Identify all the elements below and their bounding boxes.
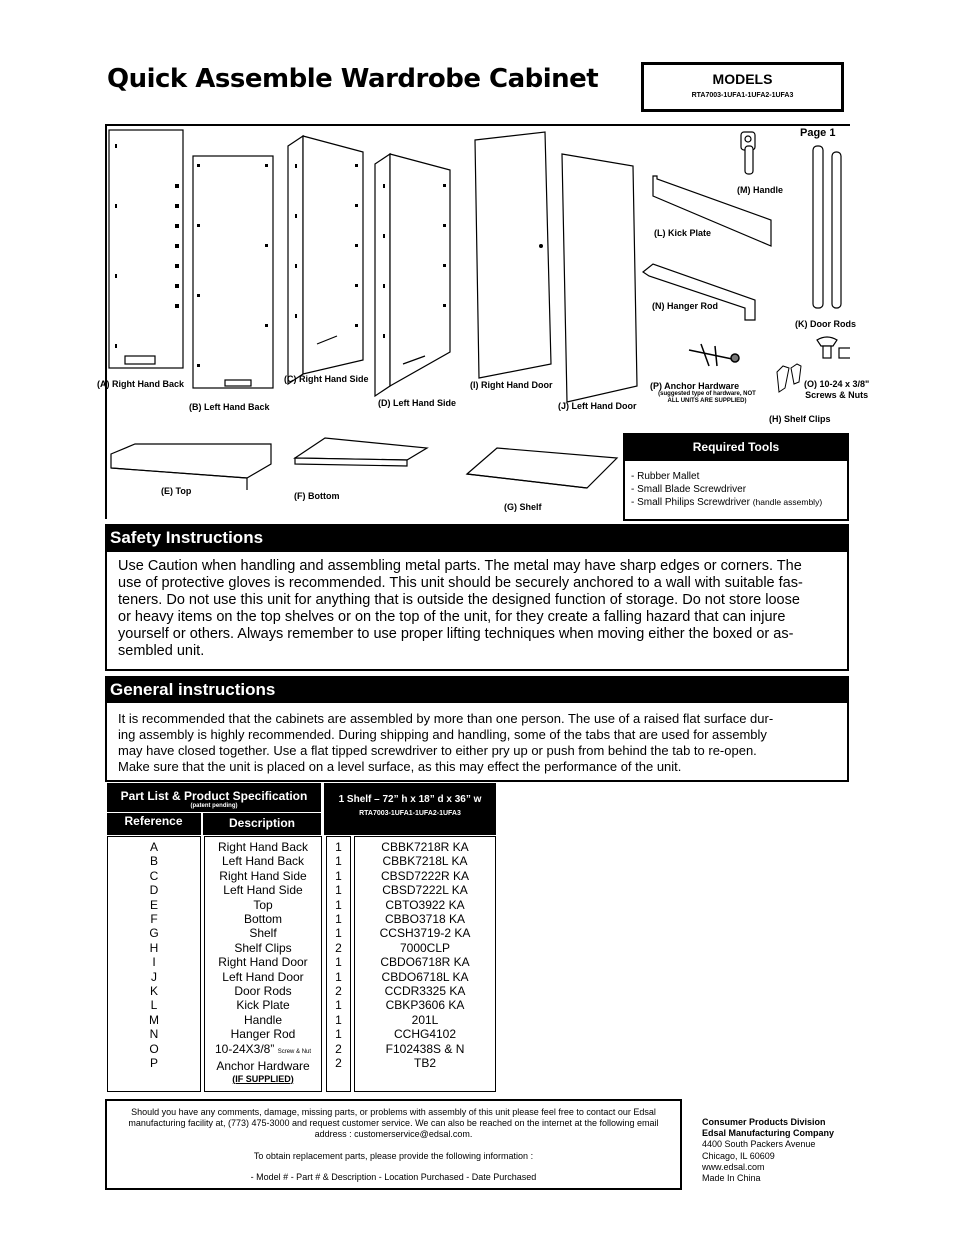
quantity-cell [327, 840, 350, 854]
tool-item: - Small Blade Screwdriver [631, 483, 747, 495]
reference-cell [108, 912, 200, 926]
description-cell [205, 840, 321, 854]
quantity-cell [327, 955, 350, 969]
reference-cell-text: O [149, 1041, 159, 1056]
description-cell [205, 883, 321, 897]
quantity-cell-text: 1 [335, 1027, 342, 1042]
part-number-cell-text: CBSD7222R KA [380, 868, 470, 883]
quantity-cell-text: 1 [335, 998, 342, 1013]
reference-cell [108, 840, 200, 854]
reference-column [107, 836, 201, 1092]
part-number-cell [355, 1056, 495, 1070]
quantity-cell [327, 1027, 350, 1041]
general-text-box [105, 701, 849, 782]
address-street: 4400 South Packers Avenue [702, 1139, 816, 1150]
quantity-cell [327, 926, 350, 940]
shelf-part [467, 448, 617, 488]
reference-cell-text: I [152, 955, 156, 970]
description-cell-text: Hanger Rod [230, 1027, 296, 1042]
part-number-cell [355, 1013, 495, 1027]
label-handle: (M) Handle [737, 185, 783, 195]
description-cell-text: Top [253, 897, 273, 912]
tool-item-note: (handle assembly) [752, 497, 823, 507]
tool-item: - Rubber Mallet [631, 471, 700, 482]
description-cell [205, 1042, 321, 1059]
reference-cell-text: D [149, 883, 159, 898]
column-reference: Reference [124, 814, 183, 828]
safety-line: sembled unit. [118, 643, 205, 659]
quantity-cell-text: 1 [335, 883, 342, 898]
required-tools-box [623, 433, 849, 521]
description-cell [205, 854, 321, 868]
contact-line: manufacturing facility at, (773) 475-3000 and request customer service. We can also be reached on the internet at the following email [128, 1118, 659, 1128]
part-number-cell [355, 869, 495, 883]
address-division: Consumer Products Division [702, 1117, 826, 1127]
left-hand-side-edge [375, 154, 390, 396]
reference-cell [108, 998, 200, 1012]
part-list-header [107, 783, 321, 835]
part-number-cell-text: 201L [411, 1012, 439, 1027]
reference-cell-text: A [149, 840, 158, 854]
part-number-cell-text: TB2 [413, 1056, 436, 1071]
models-numbers: RTA7003-1UFA1-1UFA2-1UFA3 [691, 92, 794, 99]
quantity-cell-text: 2 [335, 940, 342, 955]
part-number-cell [355, 854, 495, 868]
quantity-cell-text: 1 [335, 926, 342, 941]
description-cell [205, 869, 321, 883]
column-description: Description [228, 816, 295, 830]
anchor-note-line1: (suggested type of hardware, NOT [658, 391, 756, 397]
description-note: (IF SUPPLIED) [232, 1073, 294, 1084]
right-hand-door-panel [475, 132, 551, 378]
right-hand-back-panel [109, 130, 183, 368]
quantity-cell [327, 869, 350, 883]
model-spec-heading: 1 Shelf – 72” h x 18” d x 36” w [338, 794, 482, 805]
quantity-cell-text: 1 [335, 969, 342, 984]
address-web: www.edsal.com [702, 1161, 765, 1172]
address-company: Edsal Manufacturing Company [702, 1128, 835, 1139]
part-number-cell [355, 840, 495, 854]
part-number-cell [355, 1042, 495, 1056]
description-cell [205, 898, 321, 912]
description-cell [205, 998, 321, 1012]
quantity-cell [327, 883, 350, 897]
quantity-cell-text: 1 [335, 955, 342, 970]
bottom-part [295, 438, 427, 460]
label-left-hand-door: (J) Left Hand Door [558, 401, 637, 411]
part-number-cell [355, 926, 495, 940]
quantity-cell-text: 1 [335, 854, 342, 869]
left-hand-door-panel [562, 154, 637, 402]
part-number-cell [355, 912, 495, 926]
label-right-hand-side: (C) Right Hand Side [284, 374, 369, 384]
description-cell-text: Right Hand Door [218, 955, 308, 970]
patent-note: (patent pending) [190, 803, 238, 809]
part-number-cell-text: CBDO6718L KA [381, 969, 469, 984]
general-line: may have closed together. Use a flat tipped screwdriver to either pry up or push from behind the tab to re-open. [118, 743, 757, 758]
quantity-cell [327, 898, 350, 912]
quantity-cell [327, 1056, 350, 1070]
label-top: (E) Top [161, 486, 192, 496]
left-hand-side-panel [390, 154, 450, 386]
description-cell-text: 10-24X3/8” [214, 1041, 275, 1056]
page-title: Quick Assemble Wardrobe Cabinet [107, 64, 599, 94]
description-cell-text: Left Hand Side [223, 883, 303, 898]
description-cell-text: Door Rods [234, 984, 292, 999]
description-cell [205, 1013, 321, 1027]
quantity-cell [327, 941, 350, 955]
label-screws-nuts-line2: Screws & Nuts [805, 390, 869, 400]
part-number-cell-text: CBBK7218L KA [382, 854, 468, 869]
contact-line: Should you have any comments, damage, missing parts, or problems with assembly of this unit please feel free to contact our Edsal [131, 1107, 656, 1117]
description-cell [205, 926, 321, 940]
label-left-hand-side: (D) Left Hand Side [378, 398, 456, 408]
safety-line: teners. Do not use this unit for anything that is outside the designed function of storage. Do not store loose [118, 592, 800, 608]
label-door-rods: (K) Door Rods [795, 319, 856, 329]
anchor-hardware-note [647, 391, 767, 405]
description-cell-text: Left Hand Door [222, 969, 304, 984]
description-cell [205, 1027, 321, 1041]
reference-cell [108, 1056, 200, 1070]
general-line: It is recommended that the cabinets are assembled by more than one person. The use of a raised flat surface dur- [118, 711, 774, 726]
description-cell-text: Shelf [249, 926, 277, 941]
label-shelf: (G) Shelf [504, 502, 542, 512]
quantity-column [326, 836, 351, 1092]
required-tools-heading: Required Tools [625, 435, 847, 461]
door-rod-2 [832, 152, 841, 308]
reference-cell-text: E [149, 897, 158, 912]
reference-cell-text: L [150, 998, 158, 1013]
description-cell-text: Right Hand Back [217, 840, 309, 854]
reference-cell [108, 898, 200, 912]
label-hanger-rod: (N) Hanger Rod [652, 301, 718, 311]
reference-cell-text: N [149, 1027, 159, 1042]
reference-cell [108, 984, 200, 998]
quantity-cell-text: 1 [335, 840, 342, 854]
description-cell [205, 912, 321, 926]
description-cell [205, 970, 321, 984]
reference-cell [108, 1027, 200, 1041]
reference-cell [108, 1013, 200, 1027]
part-number-cell-text: CBSD7222L KA [382, 883, 468, 898]
reference-cell [108, 854, 200, 868]
general-heading: General instructions [105, 676, 849, 702]
header-divider [107, 812, 321, 813]
reference-cell [108, 869, 200, 883]
description-cell-text: Left Hand Back [221, 854, 305, 869]
quantity-cell-text: 1 [335, 912, 342, 927]
label-shelf-clips: (H) Shelf Clips [769, 414, 831, 424]
part-number-cell [355, 998, 495, 1012]
hanger-rod-part [643, 264, 755, 320]
quantity-cell-text: 2 [335, 984, 342, 999]
safety-line: or heavy items on the top shelves or on the top of the unit, for they create a falling hazard that can injure [118, 609, 786, 625]
quantity-cell-text: 1 [335, 868, 342, 883]
part-list-heading: Part List & Product Specification [120, 789, 308, 803]
label-right-hand-door: (I) Right Hand Door [470, 380, 553, 390]
part-number-cell-text: CBKP3606 KA [385, 998, 465, 1013]
address-origin: Made In China [702, 1173, 761, 1184]
parts-drawing [105, 124, 850, 424]
description-cell [205, 955, 321, 969]
reference-cell-text: F [150, 912, 158, 927]
label-kick-plate: (L) Kick Plate [654, 228, 712, 238]
reference-cell-text: M [149, 1012, 159, 1027]
right-hand-side-panel [303, 136, 363, 374]
label-screws-nuts-line1: (O) 10-24 x 3/8" [804, 379, 870, 389]
quantity-cell [327, 1042, 350, 1056]
reference-cell-text: G [149, 926, 159, 941]
quantity-cell-text: 2 [335, 1041, 342, 1056]
door-rod-1 [813, 146, 823, 308]
page-number: Page 1 [800, 127, 836, 139]
label-screws-nuts [804, 379, 869, 401]
part-number-cell [355, 970, 495, 984]
quantity-cell [327, 984, 350, 998]
label-left-hand-back: (B) Left Hand Back [189, 402, 270, 412]
part-number-cell-text: F102438S & N [385, 1041, 465, 1056]
contact-box [105, 1099, 682, 1190]
anchor-note-line2: ALL UNITS ARE SUPPLIED) [667, 398, 747, 404]
model-spec-header [324, 783, 496, 835]
reference-cell [108, 1042, 200, 1056]
quantity-cell [327, 970, 350, 984]
handle-part [741, 132, 755, 174]
quantity-cell [327, 912, 350, 926]
models-box [641, 62, 844, 112]
description-cell-text: Bottom [243, 912, 282, 927]
part-number-cell [355, 1027, 495, 1041]
part-number-cell [355, 883, 495, 897]
right-hand-side-edge [288, 136, 303, 384]
safety-text-box [105, 550, 849, 671]
reference-cell-text: B [149, 854, 158, 869]
reference-cell-text: H [149, 940, 159, 955]
part-number-cell-text: CBBK7218R KA [381, 840, 469, 854]
anchor-hardware-part [689, 344, 739, 366]
reference-cell-text: P [149, 1056, 158, 1071]
reference-cell [108, 941, 200, 955]
contact-line: To obtain replacement parts, please provide the following information : [253, 1151, 534, 1161]
quantity-cell-text: 1 [335, 1012, 342, 1027]
description-cell-text: Kick Plate [236, 998, 290, 1013]
part-number-cell [355, 941, 495, 955]
reference-cell [108, 970, 200, 984]
models-heading: MODELS [712, 71, 773, 87]
reference-cell-text: J [151, 969, 157, 984]
part-number-cell-text: CCHG4102 [393, 1027, 457, 1042]
description-cell [205, 984, 321, 998]
safety-line: Use Caution when handling and assembling metal parts. The metal may have sharp edges or corners. The [118, 558, 802, 574]
general-line: Make sure that the unit is placed on a level surface, as this may effect the performance of the unit. [118, 759, 682, 774]
flat-parts-drawing [105, 430, 625, 515]
description-cell-text: Right Hand Side [219, 868, 307, 883]
description-note: Screw & Nut [277, 1048, 312, 1055]
quantity-cell [327, 1013, 350, 1027]
quantity-cell-text: 1 [335, 897, 342, 912]
screws-nuts-part [817, 337, 850, 358]
contact-line: address : customerservice@edsal.com. [314, 1129, 473, 1139]
quantity-cell [327, 998, 350, 1012]
part-number-cell-text: CBBO3718 KA [384, 912, 466, 927]
part-number-cell [355, 898, 495, 912]
shelf-clips-part [777, 364, 801, 392]
part-number-column [354, 836, 496, 1092]
top-part [111, 444, 271, 478]
label-bottom: (F) Bottom [294, 491, 340, 501]
reference-cell [108, 926, 200, 940]
reference-cell [108, 955, 200, 969]
description-cell [205, 941, 321, 955]
model-spec-numbers: RTA7003-1UFA1-1UFA2-1UFA3 [359, 810, 461, 817]
description-cell [205, 1059, 321, 1083]
part-number-cell-text: CBDO6718R KA [380, 955, 470, 970]
address-city: Chicago, IL 60609 [702, 1150, 775, 1161]
quantity-cell-text: 2 [335, 1056, 342, 1071]
safety-heading: Safety Instructions [105, 524, 849, 550]
general-line: ing assembly is highly recommended. During shipping and handling, some of the tabs that are used for assembly [118, 727, 767, 742]
left-hand-back-panel [193, 156, 273, 388]
reference-cell-text: K [149, 984, 158, 999]
contact-info-list: - Model # - Part # & Description - Location Purchased - Date Purchased [250, 1172, 537, 1182]
reference-cell-text: C [149, 868, 159, 883]
tool-item [631, 496, 847, 510]
description-cell-text: Shelf Clips [234, 940, 292, 955]
description-cell-text: Handle [243, 1012, 283, 1027]
safety-line: yourself or others. Always remember to use proper lifting techniques when moving either the boxed or as- [118, 626, 794, 642]
description-cell-text: Anchor Hardware [216, 1059, 310, 1074]
part-number-cell-text: CCSH3719-2 KA [379, 926, 471, 941]
part-number-cell-text: CCDR3325 KA [384, 984, 466, 999]
part-number-cell-text: 7000CLP [399, 940, 451, 955]
part-number-cell-text: CBTO3922 KA [385, 897, 465, 912]
description-column [204, 836, 322, 1092]
safety-line: use of protective gloves is recommended. This unit should be securely anchored to a wall with suitable fas- [118, 575, 803, 591]
quantity-cell [327, 854, 350, 868]
part-number-cell [355, 955, 495, 969]
tool-item-text: - Small Philips Screwdriver [631, 497, 750, 508]
label-anchor-hardware: (P) Anchor Hardware [650, 381, 740, 391]
label-right-hand-back: (A) Right Hand Back [97, 379, 185, 389]
part-number-cell [355, 984, 495, 998]
company-address [702, 1117, 834, 1184]
reference-cell [108, 883, 200, 897]
